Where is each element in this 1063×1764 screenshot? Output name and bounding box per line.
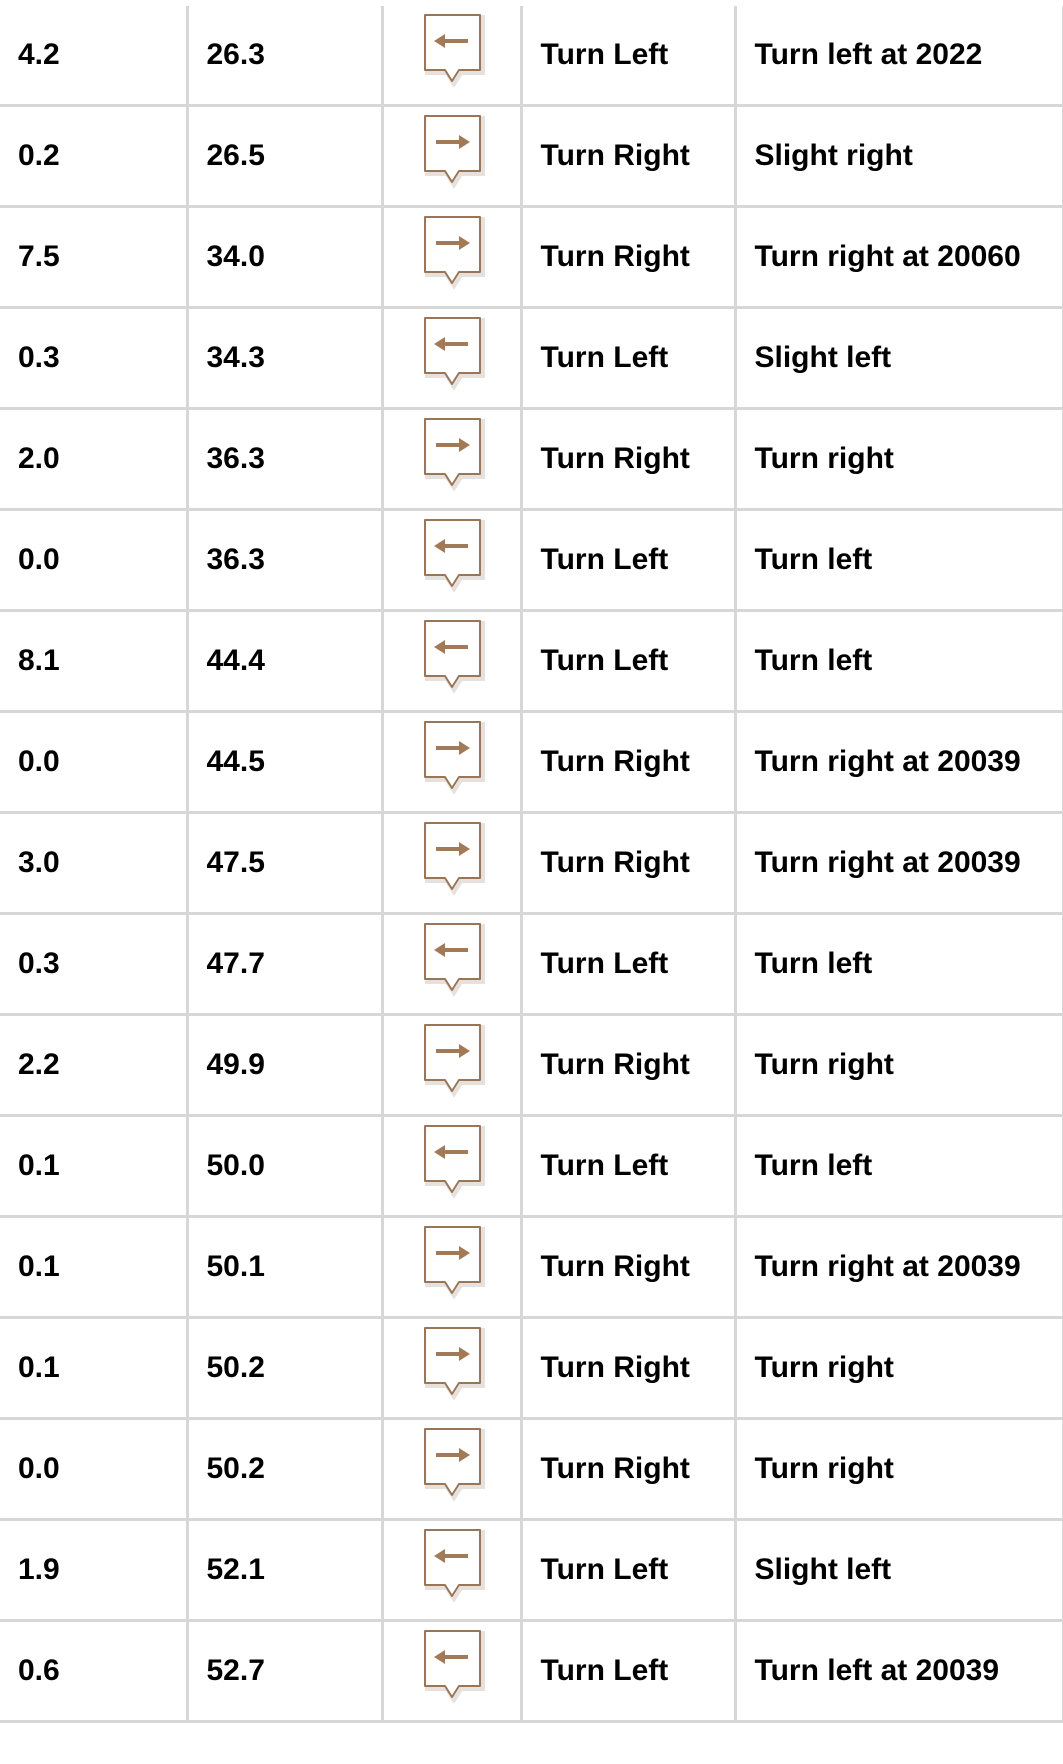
cumulative-distance-cell: 50.2 (187, 1318, 382, 1419)
turn-type-cell: Turn Right (521, 409, 735, 510)
cumulative-distance-cell: 36.3 (187, 409, 382, 510)
cumulative-distance-cell: 49.9 (187, 1015, 382, 1116)
distance-cell: 7.5 (0, 207, 187, 308)
distance-cell: 0.1 (0, 1217, 187, 1318)
turn-icon-cell (382, 409, 521, 510)
table-row (0, 1015, 1063, 1116)
turn-right-icon (412, 1016, 492, 1114)
turn-description-cell: Turn left (735, 510, 1063, 611)
turn-left-icon (412, 309, 492, 407)
cumulative-distance-cell: 26.5 (187, 106, 382, 207)
turn-icon-cell (382, 207, 521, 308)
cumulative-distance-cell: 50.0 (187, 1116, 382, 1217)
distance-cell: 0.6 (0, 1621, 187, 1722)
table-row (0, 813, 1063, 914)
turn-type-cell: Turn Right (521, 1015, 735, 1116)
cumulative-distance-cell: 52.1 (187, 1520, 382, 1621)
cumulative-distance-cell: 47.5 (187, 813, 382, 914)
table-row (0, 6, 1063, 106)
turn-description-cell: Turn right at 20039 (735, 813, 1063, 914)
turn-description-cell: Turn right (735, 409, 1063, 510)
distance-cell: 0.3 (0, 914, 187, 1015)
distance-cell: 0.2 (0, 106, 187, 207)
cumulative-distance-cell: 36.3 (187, 510, 382, 611)
table-row (0, 712, 1063, 813)
distance-cell: 3.0 (0, 813, 187, 914)
table-row (0, 1116, 1063, 1217)
distance-cell: 0.0 (0, 510, 187, 611)
table-row (0, 611, 1063, 712)
cumulative-distance-cell: 47.7 (187, 914, 382, 1015)
turn-left-icon (412, 915, 492, 1013)
cumulative-distance-cell: 52.7 (187, 1621, 382, 1722)
distance-cell: 4.2 (0, 6, 187, 106)
turn-icon-cell (382, 6, 521, 106)
cumulative-distance-cell: 44.5 (187, 712, 382, 813)
turn-type-cell: Turn Right (521, 1217, 735, 1318)
distance-cell: 8.1 (0, 611, 187, 712)
cumulative-distance-cell: 44.4 (187, 611, 382, 712)
turn-description-cell: Turn left at 2022 (735, 6, 1063, 106)
table-row (0, 106, 1063, 207)
turn-description-cell: Turn left at 20039 (735, 1621, 1063, 1722)
turn-type-cell: Turn Right (521, 712, 735, 813)
turn-right-icon (412, 1218, 492, 1316)
turn-type-cell: Turn Left (521, 914, 735, 1015)
turn-left-icon (412, 511, 492, 609)
turn-description-cell: Turn right (735, 1015, 1063, 1116)
turn-right-icon (412, 1420, 492, 1518)
table-row (0, 1419, 1063, 1520)
turn-icon-cell (382, 1419, 521, 1520)
cumulative-distance-cell: 50.2 (187, 1419, 382, 1520)
turn-type-cell: Turn Left (521, 6, 735, 106)
distance-cell: 0.3 (0, 308, 187, 409)
turn-type-cell: Turn Left (521, 308, 735, 409)
table-row (0, 409, 1063, 510)
turn-description-cell: Slight left (735, 308, 1063, 409)
turn-description-cell: Slight left (735, 1520, 1063, 1621)
table-row (0, 308, 1063, 409)
cumulative-distance-cell: 34.3 (187, 308, 382, 409)
turn-description-cell: Turn left (735, 914, 1063, 1015)
turn-description-cell: Turn right at 20060 (735, 207, 1063, 308)
table-row (0, 510, 1063, 611)
turn-type-cell: Turn Right (521, 207, 735, 308)
turn-type-cell: Turn Right (521, 813, 735, 914)
turn-type-cell: Turn Left (521, 611, 735, 712)
table-row (0, 1621, 1063, 1722)
turn-icon-cell (382, 1621, 521, 1722)
cumulative-distance-cell: 50.1 (187, 1217, 382, 1318)
turn-icon-cell (382, 1217, 521, 1318)
turn-type-cell: Turn Right (521, 106, 735, 207)
turn-description-cell: Turn right (735, 1419, 1063, 1520)
distance-cell: 2.2 (0, 1015, 187, 1116)
turn-left-icon (412, 1622, 492, 1720)
turn-type-cell: Turn Left (521, 1621, 735, 1722)
turn-icon-cell (382, 914, 521, 1015)
turn-description-cell: Turn right at 20039 (735, 712, 1063, 813)
turn-icon-cell (382, 1520, 521, 1621)
turn-icon-cell (382, 510, 521, 611)
turn-description-cell: Turn right (735, 1318, 1063, 1419)
cue-sheet-body (0, 6, 1063, 1722)
table-row (0, 1520, 1063, 1621)
turn-icon-cell (382, 1318, 521, 1419)
turn-icon-cell (382, 308, 521, 409)
turn-right-icon (412, 208, 492, 306)
turn-right-icon (412, 713, 492, 811)
turn-icon-cell (382, 712, 521, 813)
turn-type-cell: Turn Right (521, 1318, 735, 1419)
turn-type-cell: Turn Left (521, 1116, 735, 1217)
turn-left-icon (412, 6, 492, 104)
turn-type-cell: Turn Left (521, 510, 735, 611)
table-row (0, 1217, 1063, 1318)
turn-right-icon (412, 814, 492, 912)
turn-description-cell: Turn left (735, 611, 1063, 712)
turn-icon-cell (382, 106, 521, 207)
turn-right-icon (412, 1319, 492, 1417)
turn-icon-cell (382, 1116, 521, 1217)
distance-cell: 0.1 (0, 1116, 187, 1217)
turn-left-icon (412, 612, 492, 710)
turn-left-icon (412, 1521, 492, 1619)
distance-cell: 0.1 (0, 1318, 187, 1419)
distance-cell: 2.0 (0, 409, 187, 510)
table-row (0, 1318, 1063, 1419)
turn-description-cell: Slight right (735, 106, 1063, 207)
turn-right-icon (412, 410, 492, 508)
cumulative-distance-cell: 26.3 (187, 6, 382, 106)
distance-cell: 1.9 (0, 1520, 187, 1621)
turn-left-icon (412, 1117, 492, 1215)
turn-right-icon (412, 107, 492, 205)
turn-icon-cell (382, 1015, 521, 1116)
turn-icon-cell (382, 611, 521, 712)
distance-cell: 0.0 (0, 712, 187, 813)
table-row (0, 207, 1063, 308)
turn-type-cell: Turn Right (521, 1419, 735, 1520)
cumulative-distance-cell: 34.0 (187, 207, 382, 308)
turn-type-cell: Turn Left (521, 1520, 735, 1621)
cue-sheet-table (0, 6, 1063, 1723)
turn-description-cell: Turn left (735, 1116, 1063, 1217)
turn-icon-cell (382, 813, 521, 914)
distance-cell: 0.0 (0, 1419, 187, 1520)
table-row (0, 914, 1063, 1015)
turn-description-cell: Turn right at 20039 (735, 1217, 1063, 1318)
